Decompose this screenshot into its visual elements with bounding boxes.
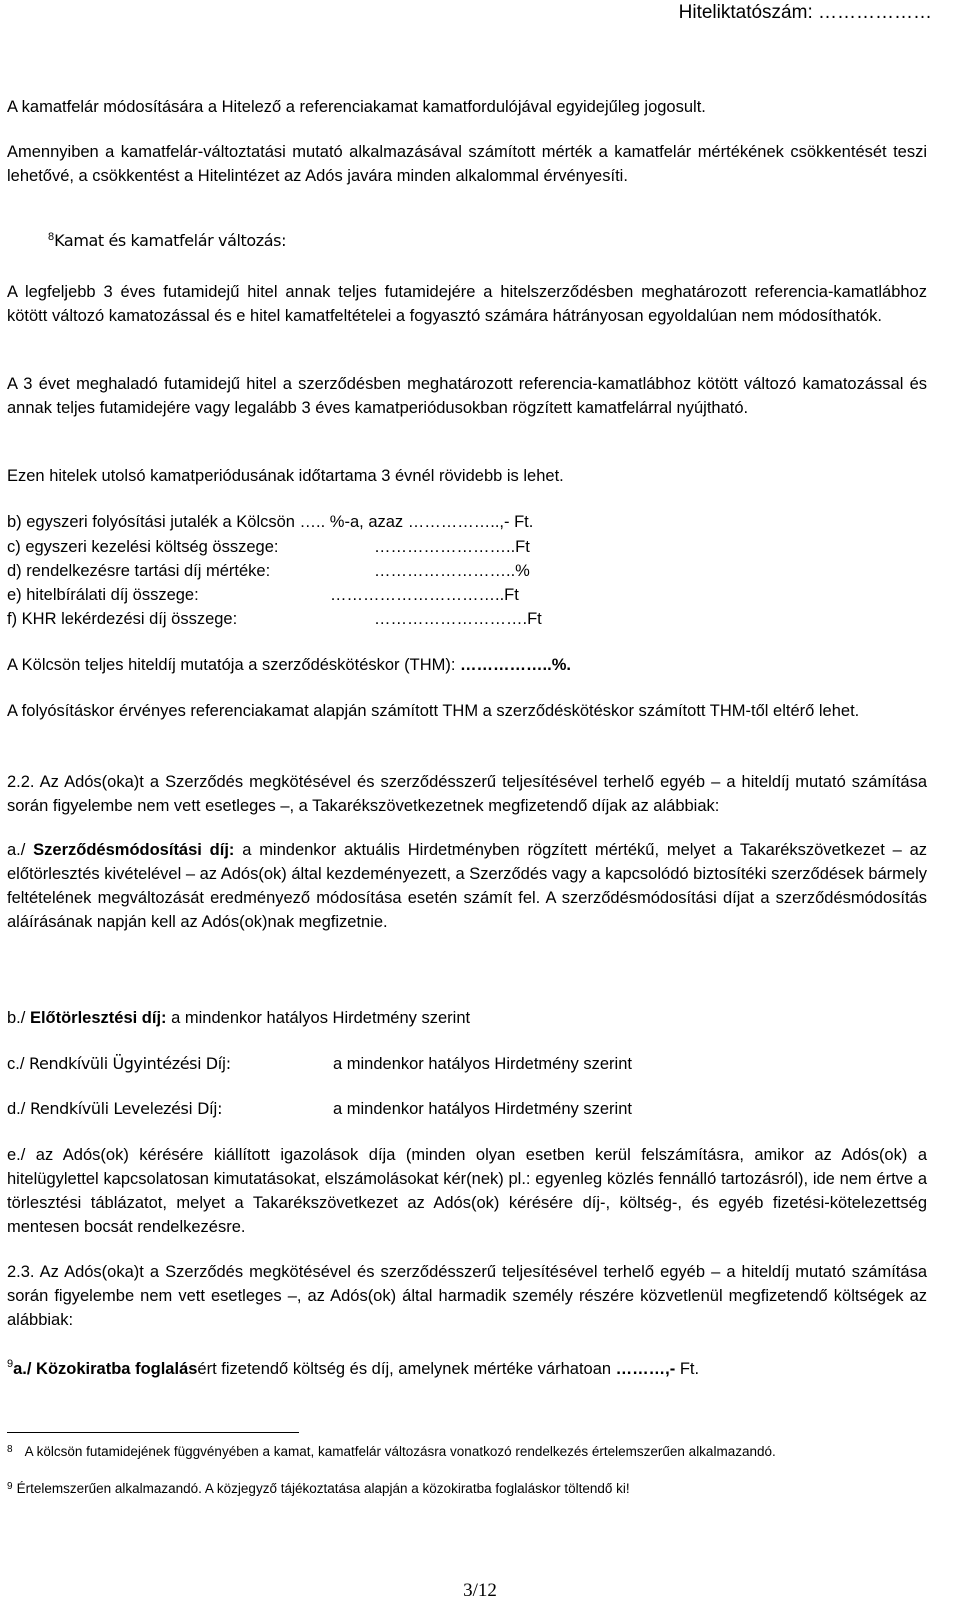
- fee-handling: [7, 535, 530, 559]
- paragraph-thm-difference: A folyósításkor érvényes referenciakamat alapján számított THM a szerződéskötéskor számított THM-től eltérő lehet.: [7, 702, 860, 720]
- item-e-certificate-fee: e./ az Adós(ok) kérésére kiállított igazolások díja (minden olyan esetben kerül felszámításra, amikor az Adós(ok) a hitelügylettel kapcsolatosan kimutatásokat, elszámolásokat kér(nek) pl.: egyenleg közlés fennálló tartozásról), ide nem értve a törlesztési táblázatot, melyet a Takarékszövetkezet az Adós(ok) kérésére díj-, költség-, és egyéb fizetési-kötelezettség mentesen bocsát rendelkezésre.: [7, 1146, 927, 1236]
- fee-commitment: [7, 559, 530, 583]
- item-value: ………,-: [615, 1360, 676, 1378]
- footnote-9: [7, 1478, 927, 1498]
- fee-value: ……………………….Ft: [374, 610, 542, 628]
- footnote-8: [7, 1441, 927, 1461]
- footnote-ref-8: 8: [48, 231, 55, 243]
- fee-label: f) KHR lekérdezési díj összege:: [7, 610, 238, 628]
- footnote-text: A kölcsön futamidejének függvényében a kamat, kamatfelár változásra vonatkozó rendelkezés értelemszerűen alkalmazandó.: [24, 1444, 776, 1459]
- page-number: 3/12: [463, 1580, 497, 1601]
- item-text: a mindenkor hatályos Hirdetmény szerint: [333, 1100, 632, 1118]
- fee-value: …………………………..Ft: [330, 586, 519, 604]
- thm-line: [7, 653, 927, 677]
- thm-value: ……………..%.: [460, 656, 571, 674]
- item-9a-notarial-deed: [7, 1352, 927, 1381]
- loan-reference-number: Hiteliktatószám: ………………: [678, 2, 932, 23]
- item-prefix: d./: [7, 1100, 30, 1118]
- paragraph-margin-reduction: Amennyiben a kamatfelár-változtatási mutató alkalmazásával számított mérték a kamatfelár mértékének csökkentését teszi lehetővé, a csökkentést a Hitelintézet az Adós javára minden alkalommal érvényesíti.: [7, 143, 927, 185]
- fee-label: d) rendelkezésre tartási díj mértéke:: [7, 562, 271, 580]
- fee-value: ……………………..%: [374, 562, 530, 580]
- footnote-text: Értelemszerűen alkalmazandó. A közjegyző tájékoztatása alapján a közokiratba foglaláskor töltendő ki!: [16, 1481, 630, 1496]
- footnote-number: 8: [7, 1444, 13, 1455]
- section-2-3: 2.3. Az Adós(oka)t a Szerződés megkötésével és szerződésszerű teljesítésével terhelő egyéb – a hiteldíj mutató számítása során figyelembe nem vett esetleges –, az Adós(ok) által harmadik személy részére közvetlenül megfizetendő költségek az alábbiak:: [7, 1263, 927, 1329]
- footnote-number: 9: [7, 1481, 13, 1492]
- item-text: a mindenkor hatályos Hirdetmény szerint: [333, 1055, 632, 1073]
- item-title: a./ Közokiratba foglalás: [13, 1360, 198, 1378]
- thm-label: A Kölcsön teljes hiteldíj mutatója a szerződéskötéskor (THM):: [7, 656, 461, 674]
- paragraph-long-term-loan: A 3 évet meghaladó futamidejű hitel a szerződésben meghatározott referencia-kamatlábhoz kötött változó kamatozással és annak teljes futamidejére vagy legalább 3 éves kamatperiódusokban rögzített kamatfelárral nyújtható.: [7, 375, 927, 417]
- fee-khr-query: [7, 607, 542, 631]
- item-title: Rendkívüli Levelezési Díj:: [29, 1099, 223, 1118]
- fee-label: e) hitelbírálati díj összege:: [7, 586, 199, 604]
- item-prefix: c./: [7, 1055, 30, 1073]
- paragraph-margin-modification: A kamatfelár módosítására a Hitelező a referenciakamat kamatfordulójával egyidejűleg jogosult.: [7, 98, 706, 116]
- item-prefix: b./: [7, 1009, 30, 1027]
- item-a-contract-modification-fee: [7, 838, 927, 934]
- item-text: ért fizetendő költség és díj, amelynek mértéke várhatoan: [197, 1360, 616, 1378]
- fee-disbursement: b) egyszeri folyósítási jutalék a Kölcsön ….. %-a, azaz ……………..,- Ft.: [7, 513, 534, 531]
- item-b-prepayment-fee: [7, 1006, 927, 1030]
- fee-assessment: [7, 583, 519, 607]
- item-title: Szerződésmódosítási díj:: [33, 841, 235, 859]
- section-heading-interest: [48, 231, 286, 251]
- paragraph-last-period: Ezen hitelek utolsó kamatperiódusának időtartama 3 évnél rövidebb is lehet.: [7, 467, 564, 485]
- heading-title: Kamat és kamatfelár változás:: [54, 231, 287, 250]
- item-title: Előtörlesztési díj:: [29, 1009, 167, 1027]
- fee-label: c) egyszeri kezelési költség összege:: [7, 538, 279, 556]
- item-text: a mindenkor aktuális Hirdetményben rögzített mértékű, melyet a Takarékszövetkezet – az előtörlesztés kivételével – az Adós(ok) által kezdeményezett, a Szerződés vagy a kapcsolódó biztosítéki szerződések bármely feltételének megváltozását eredményező módosítása esetén számít fel. A szerződésmódosítási díjat a szerződésmódosítás aláírásának napján kell az Adós(ok)nak megfizetnie.: [7, 841, 928, 931]
- item-c-extraordinary-admin-fee: [7, 1052, 927, 1076]
- footnote-divider: [7, 1432, 299, 1433]
- paragraph-short-term-loan: A legfeljebb 3 éves futamidejű hitel annak teljes futamidejére a hitelszerződésben meghatározott referencia-kamatlábhoz kötött változó kamatozással és e hitel kamatfeltételei a fogyasztó számára hátrányosan egyoldalúan nem módosíthatók.: [7, 283, 927, 325]
- fee-value: ……………………..Ft: [374, 538, 530, 556]
- item-d-extraordinary-mail-fee: [7, 1097, 927, 1121]
- section-2-2: 2.2. Az Adós(oka)t a Szerződés megkötésével és szerződésszerű teljesítésével terhelő egyéb – a hiteldíj mutató számítása során figyelembe nem vett esetleges –, a Takarékszövetkezetnek megfizetendő díjak az alábbiak:: [7, 773, 927, 815]
- item-unit: Ft.: [675, 1360, 700, 1378]
- footnote-ref-9: 9: [7, 1358, 14, 1370]
- item-text: a mindenkor hatályos Hirdetmény szerint: [166, 1009, 471, 1027]
- item-title: Rendkívüli Ügyintézési Díj:: [29, 1054, 231, 1073]
- item-prefix: a./: [7, 841, 34, 859]
